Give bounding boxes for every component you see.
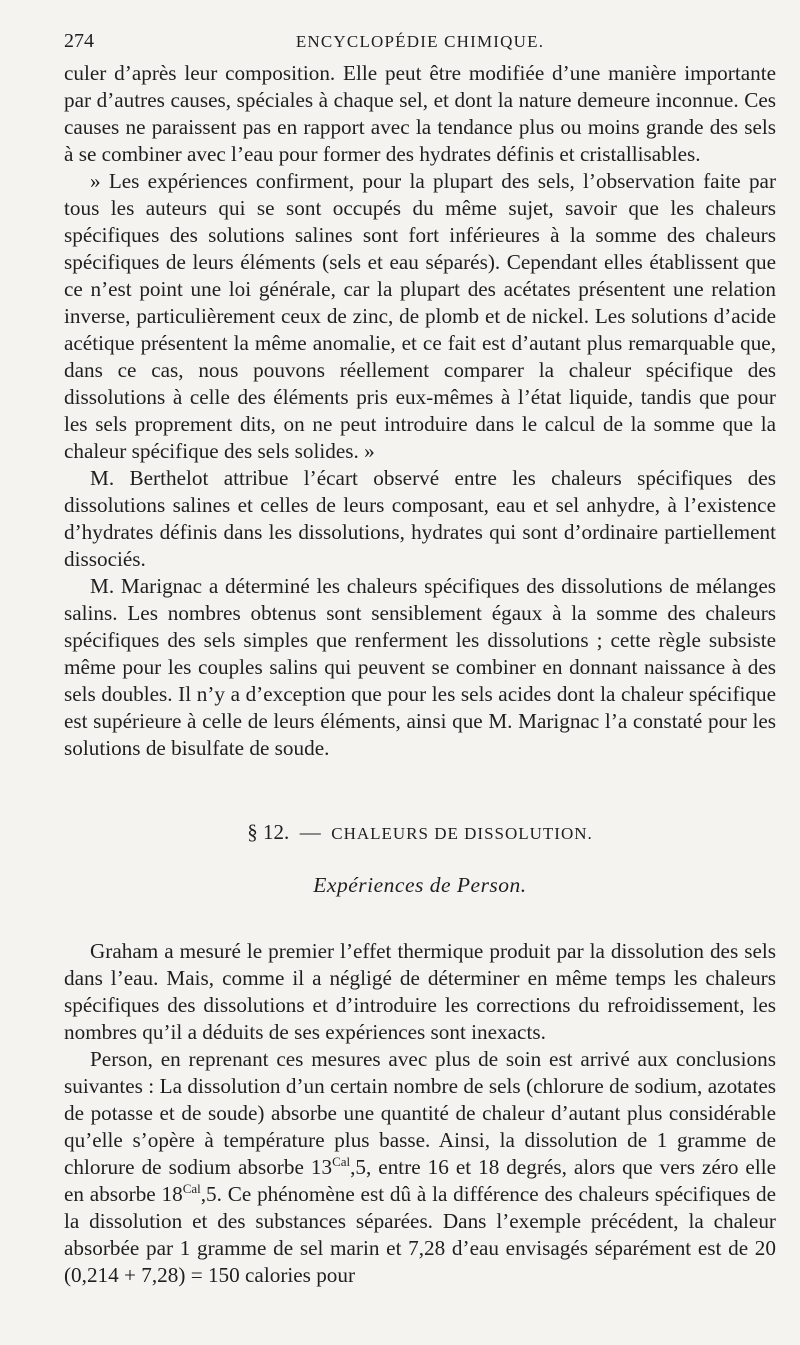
person-text-3: ,5. Ce phénomène est dû à la différence des chaleurs spécifiques de la dissolution et des substances séparées. Dans l’exemple précédent, la chaleur absorbée par 1 gramme de sel marin et 7,28 d’eau envisagés séparément est de 20 (0,214 + 7,28) = 150 calories pour	[64, 1182, 776, 1287]
paragraph-continued: culer d’après leur composition. Elle peut être modifiée d’une manière importante par d’autres causes, spéciales à chaque sel, et dont la nature demeure inconnue. Ces causes ne paraissent pas en rapport avec la tendance plus ou moins grande des sels à se combiner avec l’eau pour former des hydrates définis et cristallisables.	[64, 61, 776, 166]
person-text-1: Person, en reprenant ces mesures avec plus de soin est arrivé aux conclusions suivantes : La dissolution d’un certain nombre de sels (chlorure de sodium, azotates de potasse et de soude) absorbe une quantité de chaleur d’autant plus considérable qu’elle s’opère à température plus basse. Ainsi, la dissolution de 1 gramme de chlorure de sodium absorbe 13	[64, 1047, 776, 1179]
subsection-title: Expériences de Person.	[313, 873, 527, 897]
paragraph-quotation: » Les expériences confirment, pour la plupart des sels, l’observation faite par tous les auteurs qui se sont occupés du même sujet, savoir que les chaleurs spécifiques des solutions salines sont fort inférieures à la somme des chaleurs spécifiques de leurs éléments (sels et eau séparés). Cependant elles établissent que ce n’est point une loi générale, car la plupart des acétates présentent une relation inverse, particulièrement ceux de zinc, de plomb et de nickel. Les solutions d’acide acétique présentent la même anomalie, et ce fait est d’autant plus remarquable que, dans ce cas, nous pouvons réellement comparer la chaleur spécifique des dissolutions à celle des éléments pris eux-mêmes à l’état liquide, tandis que pour les sels proprement dits, on ne peut introduire dans le calcul de la somme que la chaleur spécifique des sels solides. »	[64, 169, 776, 463]
calorie-unit: Cal	[332, 1153, 351, 1169]
paragraph-berthelot: M. Berthelot attribue l’écart observé entre les chaleurs spécifiques des dissolutions salines et celles de leurs composant, eau et sel anhydre, à l’existence d’hydrates définis dans les dissolutions, hydrates qui sont d’ordinaire partiellement dissociés.	[64, 466, 776, 571]
paragraph-graham: Graham a mesuré le premier l’effet thermique produit par la dissolution des sels dans l’eau. Mais, comme il a négligé de déterminer en même temps les chaleurs spécifiques des dissolutions et d’introduire les corrections du refroidissement, les nombres qu’il a déduits de ses expériences sont inexacts.	[64, 939, 776, 1044]
calorie-unit: Cal	[182, 1180, 201, 1196]
page-number: 274	[64, 30, 94, 52]
paragraph-person	[64, 1046, 776, 1289]
page-body	[64, 60, 776, 1289]
page-header	[64, 30, 776, 56]
running-title: ENCYCLOPÉDIE CHIMIQUE.	[295, 32, 545, 51]
person-text-2: ,5, entre 16 et 18 degrés, alors que vers zéro elle en absorbe 18	[64, 1155, 777, 1206]
section-dash: —	[299, 820, 321, 844]
section-title: CHALEURS DE DISSOLUTION.	[331, 824, 593, 843]
paragraph-marignac: M. Marignac a déterminé les chaleurs spécifiques des dissolutions de mélanges salins. Les nombres obtenus sont sensiblement égaux à la somme des chaleurs spécifiques des sels simples que renferment les dissolutions ; cette règle subsiste même pour les couples salins qui peuvent se combiner en donnant naissance à des sels doubles. Il n’y a d’exception que pour les sels acides dont la chaleur spécifique est supérieure à celle de leurs éléments, ainsi que M. Marignac l’a constaté pour les solutions de bisulfate de soude.	[64, 574, 776, 760]
section-number: § 12.	[247, 820, 290, 844]
section-heading	[64, 819, 776, 855]
